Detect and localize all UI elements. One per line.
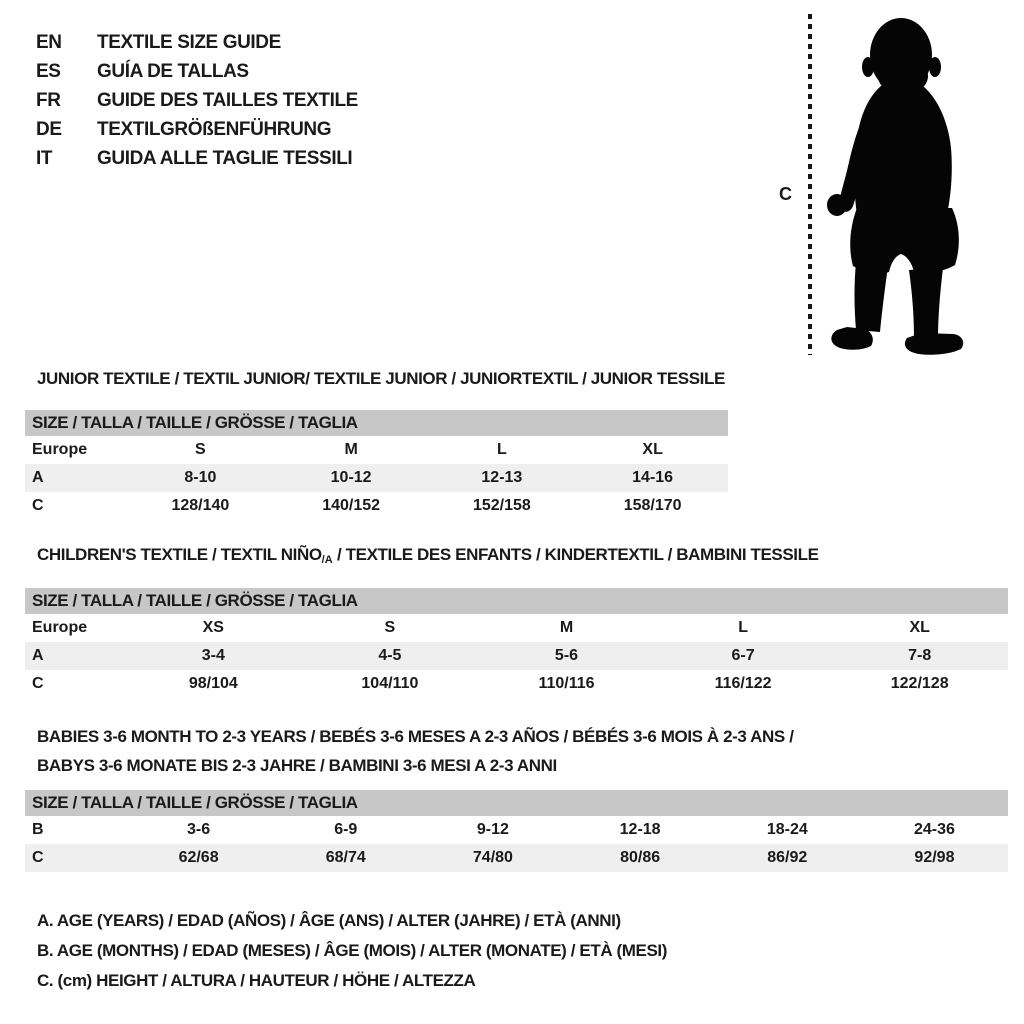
row-label: Europe bbox=[32, 619, 88, 636]
toddler-silhouette bbox=[825, 12, 975, 357]
junior-size-table bbox=[25, 410, 728, 520]
language-row-es bbox=[36, 57, 358, 86]
age-cell: 8-10 bbox=[184, 469, 217, 486]
months-cell: 18-24 bbox=[766, 821, 808, 838]
children-size-table bbox=[25, 588, 1008, 698]
age-cell: 7-8 bbox=[908, 647, 932, 664]
table-header-bar: SIZE / TALLA / TAILLE / GRÖSSE / TAGLIA bbox=[25, 410, 728, 436]
title-subscript: /A bbox=[321, 554, 333, 566]
height-measure-dotted-line bbox=[808, 14, 812, 355]
height-cell: 140/152 bbox=[322, 497, 381, 514]
height-cell: 104/110 bbox=[361, 675, 419, 692]
height-cell: 98/104 bbox=[188, 675, 238, 692]
language-row-it bbox=[36, 144, 358, 173]
height-cell: 80/86 bbox=[620, 849, 661, 866]
language-code: IT bbox=[36, 147, 53, 169]
table-row-age bbox=[25, 464, 728, 492]
size-cell: M bbox=[559, 619, 574, 636]
language-title: TEXTILE SIZE GUIDE bbox=[97, 31, 281, 53]
height-cell: 152/158 bbox=[472, 497, 531, 514]
row-label: B bbox=[32, 821, 44, 838]
table-row-height bbox=[25, 492, 728, 520]
height-cell: 86/92 bbox=[767, 849, 808, 866]
height-cell: 128/140 bbox=[171, 497, 230, 514]
row-label: C bbox=[32, 849, 44, 866]
height-cell: 122/128 bbox=[890, 675, 949, 692]
months-cell: 6-9 bbox=[334, 821, 358, 838]
row-label: Europe bbox=[32, 441, 88, 458]
row-label: A bbox=[32, 647, 44, 664]
language-row-fr bbox=[36, 86, 358, 115]
language-code: DE bbox=[36, 118, 62, 140]
height-cell: 74/80 bbox=[472, 849, 513, 866]
section-title-junior: JUNIOR TEXTILE / TEXTIL JUNIOR/ TEXTILE JUNIOR / JUNIORTEXTIL / JUNIOR TESSILE bbox=[37, 369, 725, 388]
table-row-europe bbox=[25, 436, 728, 464]
language-title: TEXTILGRÖßENFÜHRUNG bbox=[97, 118, 332, 140]
height-cell: 110/116 bbox=[538, 675, 595, 692]
age-cell: 4-5 bbox=[378, 647, 402, 664]
size-cell: S bbox=[195, 441, 206, 458]
table-row-age bbox=[25, 642, 1008, 670]
age-cell: 3-4 bbox=[201, 647, 225, 664]
age-cell: 6-7 bbox=[731, 647, 755, 664]
section-title-babies bbox=[37, 722, 794, 780]
legend-line-a: A. AGE (YEARS) / EDAD (AÑOS) / ÂGE (ANS) / ALTER (JAHRE) / ETÀ (ANNI) bbox=[37, 911, 621, 930]
table-row-months bbox=[25, 816, 1008, 844]
height-cell: 68/74 bbox=[325, 849, 366, 866]
row-label: C bbox=[32, 497, 44, 514]
age-cell: 12-13 bbox=[481, 469, 523, 486]
table-row-europe bbox=[25, 614, 1008, 642]
row-label: C bbox=[32, 675, 44, 692]
title-text: / TEXTILE DES ENFANTS / KINDERTEXTIL / BAMBINI TESSILE bbox=[332, 545, 819, 564]
height-cell: 92/98 bbox=[914, 849, 955, 866]
size-cell: XL bbox=[642, 441, 663, 458]
months-cell: 9-12 bbox=[476, 821, 509, 838]
legend-line-c: C. (cm) HEIGHT / ALTURA / HAUTEUR / HÖHE / ALTEZZA bbox=[37, 971, 476, 990]
height-cell: 62/68 bbox=[178, 849, 219, 866]
height-cell: 158/170 bbox=[623, 497, 682, 514]
months-cell: 3-6 bbox=[187, 821, 211, 838]
table-header-bar: SIZE / TALLA / TAILLE / GRÖSSE / TAGLIA bbox=[25, 790, 1008, 816]
language-title: GUÍA DE TALLAS bbox=[97, 60, 249, 82]
size-cell: M bbox=[344, 441, 358, 458]
table-row-height bbox=[25, 844, 1008, 872]
table-row-height bbox=[25, 670, 1008, 698]
table-header-bar: SIZE / TALLA / TAILLE / GRÖSSE / TAGLIA bbox=[25, 588, 1008, 614]
title-text: CHILDREN'S TEXTILE / TEXTIL NIÑO bbox=[37, 545, 322, 564]
months-cell: 24-36 bbox=[913, 821, 955, 838]
language-row-de bbox=[36, 115, 358, 144]
size-cell: L bbox=[496, 441, 507, 458]
height-cell: 116/122 bbox=[714, 675, 772, 692]
age-cell: 10-12 bbox=[330, 469, 372, 486]
age-cell: 5-6 bbox=[554, 647, 579, 664]
language-code: FR bbox=[36, 89, 61, 111]
language-list bbox=[36, 28, 358, 173]
title-line-1: BABIES 3-6 MONTH TO 2-3 YEARS / BEBÉS 3-6 MESES A 2-3 AÑOS / BÉBÉS 3-6 MOIS À 2-3 ANS / bbox=[37, 727, 794, 746]
language-row-en bbox=[36, 28, 358, 57]
language-title: GUIDA ALLE TAGLIE TESSILI bbox=[97, 147, 353, 169]
size-cell: L bbox=[738, 619, 748, 636]
language-code: EN bbox=[36, 31, 62, 53]
legend-line-b: B. AGE (MONTHS) / EDAD (MESES) / ÂGE (MOIS) / ALTER (MONATE) / ETÀ (MESI) bbox=[37, 941, 667, 960]
measurement-legend bbox=[37, 906, 667, 996]
age-cell: 14-16 bbox=[632, 469, 674, 486]
language-title: GUIDE DES TAILLES TEXTILE bbox=[97, 89, 358, 111]
size-cell: XS bbox=[202, 619, 224, 636]
row-label: A bbox=[32, 469, 44, 486]
measure-label-c: C bbox=[779, 184, 792, 204]
section-title-children bbox=[37, 545, 819, 566]
language-code: ES bbox=[36, 60, 61, 82]
months-cell: 12-18 bbox=[619, 821, 661, 838]
size-cell: XL bbox=[909, 619, 930, 636]
size-cell: S bbox=[384, 619, 396, 636]
babies-size-table bbox=[25, 790, 1008, 872]
title-line-2: BABYS 3-6 MONATE BIS 2-3 JAHRE / BAMBINI 3-6 MESI A 2-3 ANNI bbox=[37, 756, 557, 775]
